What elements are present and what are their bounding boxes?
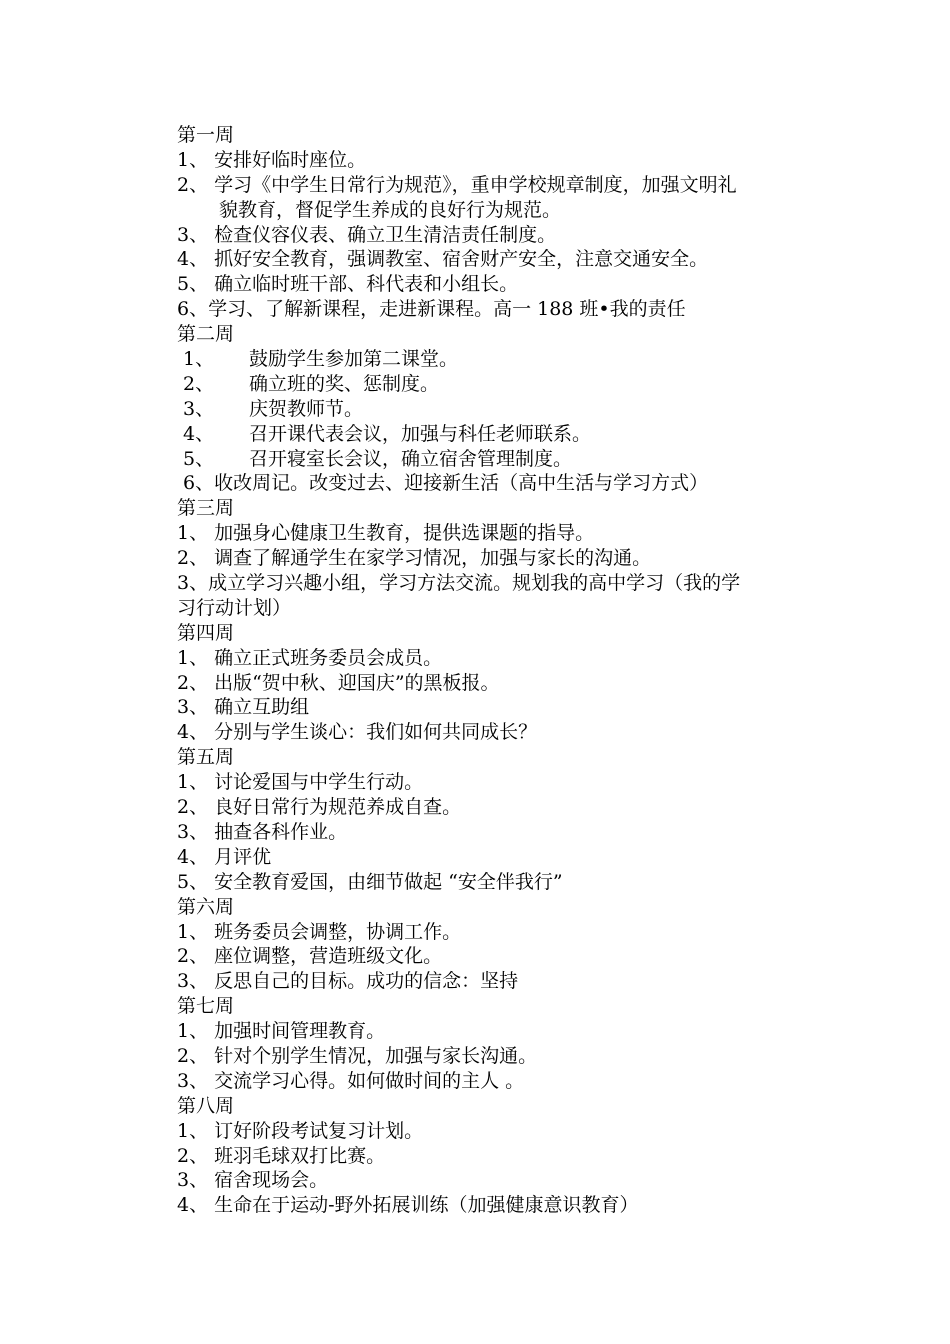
item-number: 2、 [183, 372, 215, 395]
week-6-item-3: 3、 反思自己的目标。成功的信念：坚持 [177, 970, 519, 993]
week-5-item-4: 4、 月评优 [177, 845, 272, 868]
week-2-item-5 [177, 447, 837, 472]
item-text: 召开寝室长会议，确立宿舍管理制度。 [249, 447, 573, 470]
week-6-item-2: 2、 座位调整，营造班级文化。 [177, 945, 443, 968]
week-7-title: 第七周 [177, 995, 235, 1018]
item-text: 庆贺教师节。 [249, 397, 364, 420]
week-1-title: 第一周 [177, 124, 235, 146]
item-number: 4、 [183, 422, 215, 445]
week-5-title: 第五周 [177, 746, 235, 769]
week-8-title: 第八周 [177, 1094, 235, 1117]
week-5-item-2: 2、 良好日常行为规范养成自查。 [177, 796, 462, 819]
week-4-item-2: 2、 出版“贺中秋、迎国庆”的黑板报。 [177, 671, 500, 694]
week-1-item-3: 3、 检查仪容仪表、确立卫生清洁责任制度。 [177, 223, 557, 246]
item-text: 鼓励学生参加第二课堂。 [249, 348, 459, 371]
item-number: 1、 [183, 348, 215, 371]
item-text: 确立班的奖、惩制度。 [249, 372, 440, 395]
week-4-item-1: 1、 确立正式班务委员会成员。 [177, 646, 443, 669]
week-1-item-2: 2、 学习《中学生日常行为规范》，重申学校规章制度，加强文明礼 [177, 173, 737, 196]
week-7-item-3: 3、 交流学习心得。如何做时间的主人 。 [177, 1069, 525, 1092]
week-2-item-4 [177, 422, 837, 447]
week-5-item-3: 3、 抽查各科作业。 [177, 820, 348, 843]
item-number: 5、 [183, 447, 215, 470]
item-text: 召开课代表会议，加强与科任老师联系。 [249, 422, 592, 445]
week-4-item-3: 3、 确立互助组 [177, 696, 310, 719]
week-6-item-1: 1、 班务委员会调整，协调工作。 [177, 920, 462, 943]
week-2-item-3 [177, 397, 837, 422]
week-4-item-4: 4、 分别与学生谈心：我们如何共同成长？ [177, 721, 538, 744]
week-2-item-6: 6、收改周记。改变过去、迎接新生活（高中生活与学习方式） [183, 472, 709, 495]
week-2-title: 第二周 [177, 323, 235, 346]
week-8-item-4: 4、 生命在于运动-野外拓展训练（加强健康意识教育） [177, 1194, 639, 1217]
week-7-item-2: 2、 针对个别学生情况，加强与家长沟通。 [177, 1044, 538, 1067]
week-1-item-1: 1、 安排好临时座位。 [177, 148, 367, 171]
week-3-item-2: 2、 调查了解通学生在家学习情况，加强与家长的沟通。 [177, 547, 652, 570]
week-5-item-1: 1、 讨论爱国与中学生行动。 [177, 771, 424, 794]
week-6-title: 第六周 [177, 895, 235, 918]
week-3-item-3-cont: 习行动计划） [177, 596, 292, 619]
week-1-item-5: 5、 确立临时班干部、科代表和小组长。 [177, 273, 519, 296]
week-1-item-6: 6、学习、了解新课程，走进新课程。高一 188 班•我的责任 [177, 298, 686, 321]
week-3-item-3: 3、成立学习兴趣小组，学习方法交流。规划我的高中学习（我的学 [177, 572, 741, 595]
week-3-item-1: 1、 加强身心健康卫生教育，提供选课题的指导。 [177, 522, 595, 545]
week-4-title: 第四周 [177, 621, 235, 644]
week-5-item-5: 5、 安全教育爱国，由细节做起 “安全伴我行” [177, 870, 563, 893]
item-number: 3、 [183, 397, 215, 420]
week-8-item-1: 1、 订好阶段考试复习计划。 [177, 1119, 424, 1142]
week-8-item-2: 2、 班羽毛球双打比赛。 [177, 1144, 386, 1167]
week-2-item-2 [177, 372, 837, 397]
week-1-item-2-cont: 貌教育，督促学生养成的良好行为规范。 [219, 198, 562, 221]
document-body [177, 123, 837, 1218]
week-7-item-1: 1、 加强时间管理教育。 [177, 1020, 386, 1043]
week-8-item-3: 3、 宿舍现场会。 [177, 1169, 329, 1192]
week-2-item-1 [177, 347, 837, 372]
week-3-title: 第三周 [177, 497, 235, 520]
week-1-item-4: 4、 抓好安全教育，强调教室、宿舍财产安全，注意交通安全。 [177, 248, 709, 271]
